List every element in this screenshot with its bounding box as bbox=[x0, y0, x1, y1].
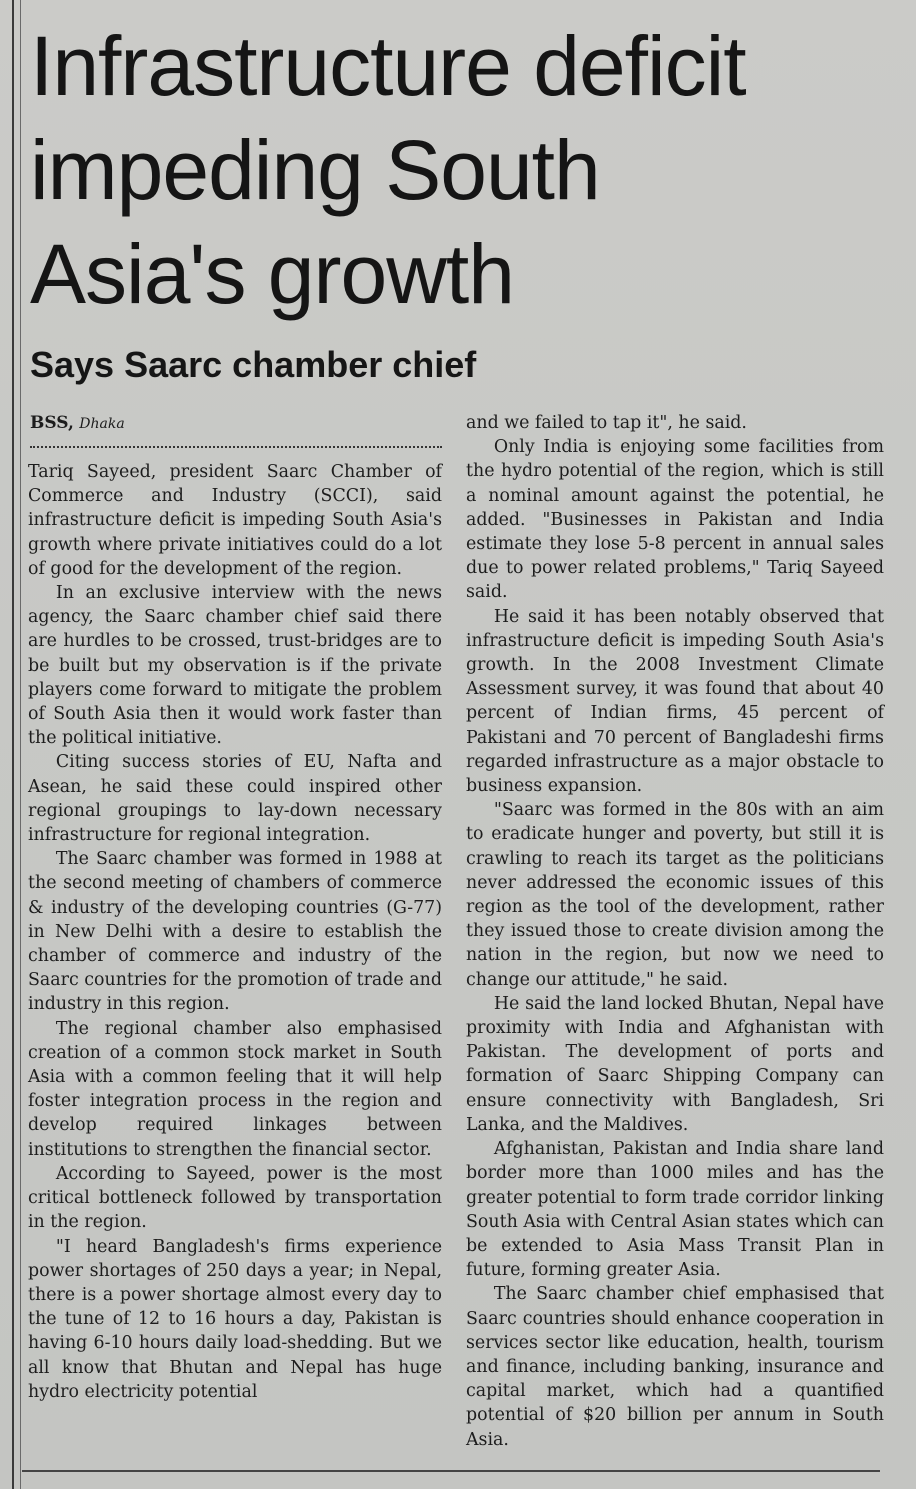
headline bbox=[30, 14, 890, 326]
paragraph: The Saarc chamber chief emphasised that Saarc countries should enhance cooperation in services sector like education, health, tourism and finance, including banking, insurance and capital market, which had a quantified potential of $20 billion per annum in South Asia. bbox=[466, 1284, 884, 1450]
headline-line: Asia's growth bbox=[30, 227, 514, 321]
paragraph: The regional chamber also emphasised creation of a common stock market in South Asia with a common feeling that it will help foster integration process in the region and develop required linkages between institutions to strengthen the financial sector. bbox=[28, 1018, 442, 1160]
article-column-1 bbox=[28, 460, 442, 1404]
subheadline: Says Saarc chamber chief bbox=[30, 344, 477, 385]
byline-location: Dhaka bbox=[79, 416, 125, 432]
paragraph: In an exclusive interview with the news agency, the Saarc chamber chief said there are hurdles to be crossed, trust-bridges are to be built but my observation is if the private players come forward to mitigate the problem of South Asia then it would work faster than the political initiative. bbox=[28, 583, 442, 749]
article-column-2 bbox=[466, 411, 884, 1452]
column-rule-left bbox=[12, 0, 14, 1489]
headline-line: Infrastructure deficit bbox=[30, 19, 746, 113]
paragraph: According to Sayeed, power is the most critical bottleneck followed by transportation in the region. bbox=[28, 1163, 442, 1233]
paragraph: He said the land locked Bhutan, Nepal have proximity with India and Afghanistan with Pakistan. The development of ports and formation of Saarc Shipping Company can ensure connectivity with Bangladesh, Sri Lanka, and the Maldives. bbox=[466, 993, 884, 1135]
paragraph: Citing success stories of EU, Nafta and Asean, he said these could inspired other regional groupings to lay-down necessary infrastructure for regional integration. bbox=[28, 752, 442, 846]
paragraph: Only India is enjoying some facilities from the hydro potential of the region, which is still a nominal amount against the potential, he added. "Businesses in Pakistan and India estimate they lose 5-8 percent in annual sales due to power related problems," Tariq Sayeed said. bbox=[466, 437, 884, 603]
paragraph: Afghanistan, Pakistan and India share land border more than 1000 miles and has the greater potential to form trade corridor linking South Asia with Central Asian states which can be extended to Asia Mass Transit Plan in future, forming greater Asia. bbox=[466, 1139, 884, 1281]
bottom-rule bbox=[22, 1470, 880, 1472]
dotted-separator bbox=[30, 446, 442, 448]
paragraph: Tariq Sayeed, president Saarc Chamber of Commerce and Industry (SCCI), said infrastructure deficit is impeding South Asia's growth where private initiatives could do a lot of good for the development of the region. bbox=[28, 462, 442, 579]
paragraph: The Saarc chamber was formed in 1988 at the second meeting of chambers of commerce & industry of the developing countries (G-77) in New Delhi with a desire to establish the chamber of commerce and industry of the Saarc countries for the promotion of trade and industry in this region. bbox=[28, 849, 442, 1015]
paragraph: "Saarc was formed in the 80s with an aim to eradicate hunger and poverty, but still it is crawling to reach its target as the politicians never addressed the economic issues of this region as the tool of the development, rather they issued those to create division among the nation in the region, but now we need to change our attitude," he said. bbox=[466, 800, 884, 990]
byline-agency: BSS, bbox=[30, 413, 74, 433]
paragraph: "I heard Bangladesh's firms experience power shortages of 250 days a year; in Nepal, there is a power shortage almost every day to the tune of 12 to 16 hours a day, Pakistan is having 6-10 hours daily load-shedding. But we all know that Bhutan and Nepal has huge hydro electricity potential bbox=[28, 1236, 442, 1402]
column-rule-left-inner bbox=[20, 0, 21, 1489]
paragraph-continuation: and we failed to tap it", he said. bbox=[466, 413, 747, 433]
paragraph: He said it has been notably observed that infrastructure deficit is impeding South Asia's growth. In the 2008 Investment Climate Assessment survey, it was found that about 40 percent of Indian firms, 45 percent of Pakistani and 70 percent of Bangladeshi firms regarded infrastructure as a major obstacle to business expansion. bbox=[466, 606, 884, 797]
byline bbox=[30, 412, 125, 435]
headline-line: impeding South bbox=[30, 123, 600, 217]
